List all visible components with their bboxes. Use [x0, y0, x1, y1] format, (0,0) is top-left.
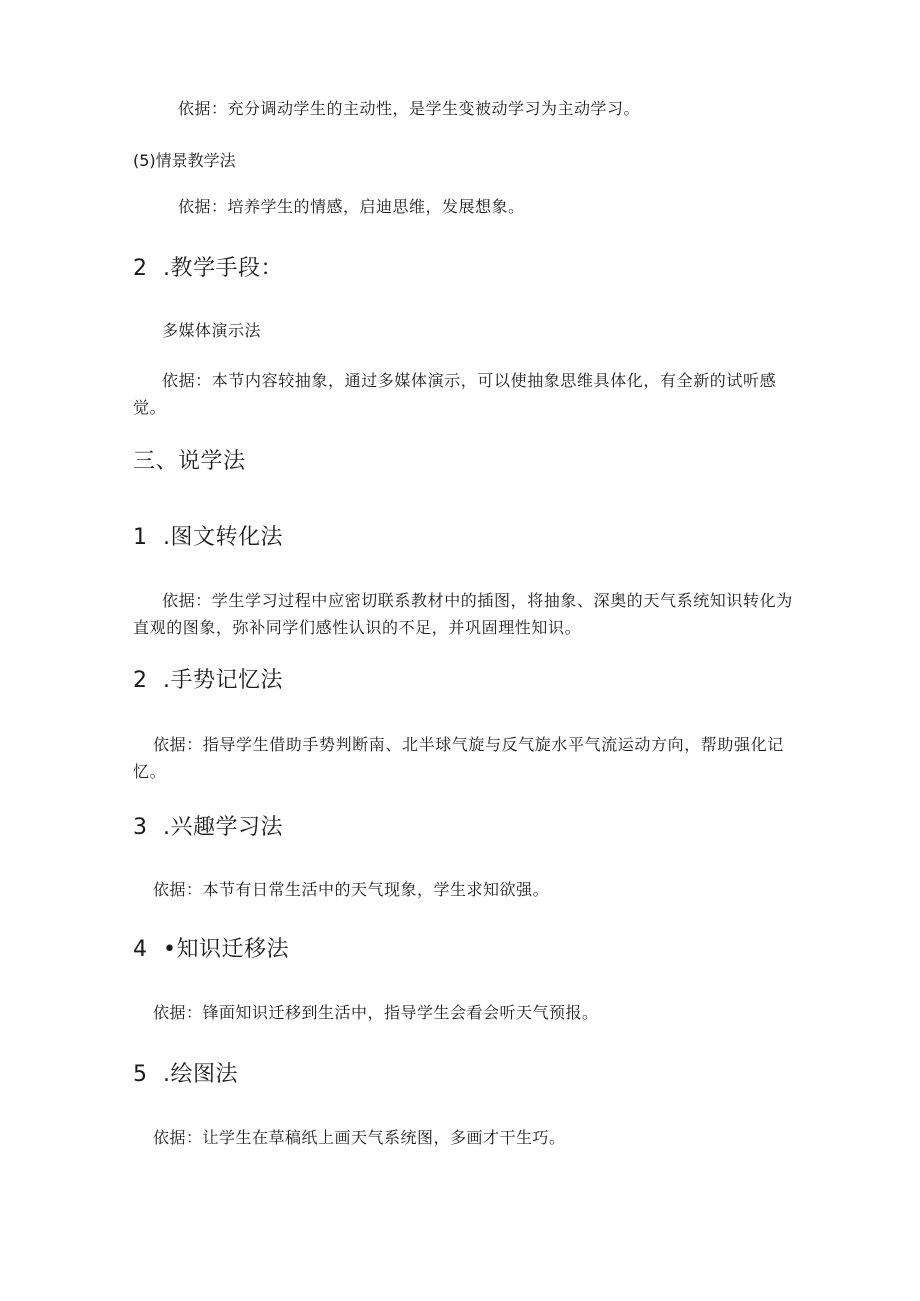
multimedia-method: 多媒体演示法 [162, 321, 262, 340]
heading-title: .教学手段： [163, 256, 283, 281]
method-2-heading [133, 666, 283, 696]
basis-multimedia: 依据：本节内容较抽象，通过多媒体演示，可以使抽象思维具体化，有全新的试听感觉。 [133, 371, 777, 417]
heading-title: .图文转化法 [163, 525, 283, 550]
method-1-heading [133, 523, 283, 553]
method-4-basis: 依据：锋面知识迁移到生活中，指导学生会看会听天气预报。 [153, 1003, 599, 1022]
method-3-basis: 依据：本节有日常生活中的天气现象，学生求知欲强。 [153, 880, 550, 899]
method-4-heading [133, 935, 289, 965]
basis-active-learning: 依据：充分调动学生的主动性，是学生变被动学习为主动学习。 [178, 99, 641, 118]
heading-title: •知识迁移法 [163, 937, 289, 962]
method-2-basis: 依据：指导学生借助手势判断南、北半球气旋与反气旋水平气流运动方向，帮助强化记忆。 [133, 735, 784, 781]
section-3-title: 三、说学法 [133, 449, 246, 474]
heading-title: .手势记忆法 [163, 668, 283, 693]
method-1-basis: 依据：学生学习过程中应密切联系教材中的插图，将抽象、深奥的天气系统知识转化为直观的图象，弥补同学们感性认识的不足，并巩固理性知识。 [133, 591, 793, 637]
heading-number: 2 [133, 668, 148, 693]
heading-number: 5 [133, 1062, 148, 1087]
heading-title: .兴趣学习法 [163, 815, 283, 840]
heading-number: 4 [133, 937, 148, 962]
method-5-heading [133, 1060, 238, 1090]
heading-title: .绘图法 [163, 1062, 238, 1087]
heading-number: 2 [133, 256, 148, 281]
heading-number: 3 [133, 815, 148, 840]
method-5-title: (5)情景教学法 [133, 151, 236, 170]
basis-scene-teaching: 依据：培养学生的情感，启迪思维，发展想象。 [178, 197, 525, 216]
method-5-basis: 依据：让学生在草稿纸上画天气系统图，多画才干生巧。 [153, 1128, 566, 1147]
heading-number: 1 [133, 525, 148, 550]
teaching-means-heading [133, 254, 283, 284]
method-3-heading [133, 813, 283, 843]
